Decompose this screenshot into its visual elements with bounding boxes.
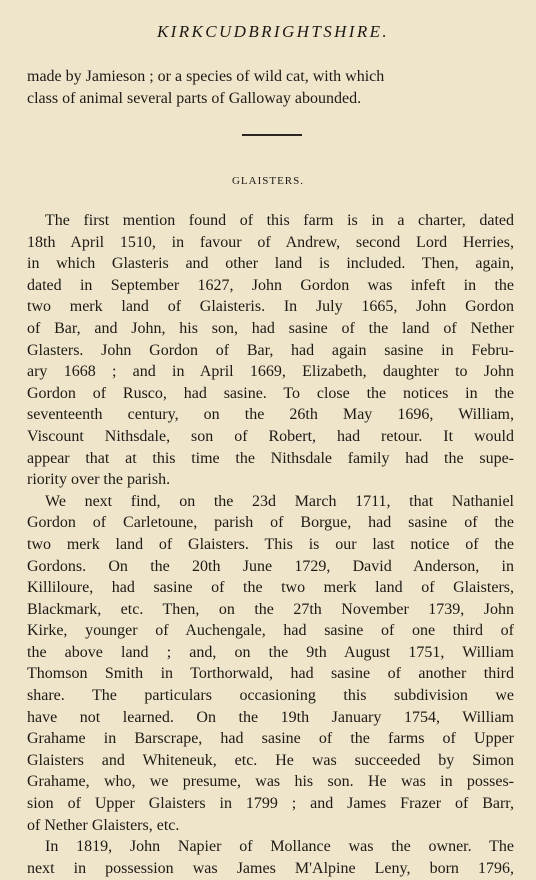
intro-line: class of animal several parts of Galloway abounded. (27, 90, 362, 107)
text-line: Gordon of Carletoune, parish of Borgue, had sasine of the (27, 514, 514, 532)
text-line: Killiloure, had sasine of the two merk land of Glaisters, (27, 579, 514, 597)
text-line: of Nether Glaisters, etc. (27, 816, 180, 834)
text-line: the above land ; and, on the 9th August 1751, William (27, 643, 514, 661)
text-line: two merk land of Glaisters. This is our last notice of the (27, 535, 514, 553)
text-line: in which Glasteris and other land is included. Then, again, (27, 255, 514, 273)
text-line: Glaisters and Whiteneuk, etc. He was succeeded by Simon (27, 751, 514, 769)
text-line: sion of Upper Glaisters in 1799 ; and James Frazer of Barr, (27, 795, 514, 813)
text-line: next in possession was James M'Alpine Leny, born 1796, (27, 859, 514, 877)
text-line: Grahame, who, we presume, was his son. He was in posses- (27, 773, 514, 791)
text-line: two merk land of Glaisteris. In July 1665, John Gordon (27, 298, 514, 316)
text-line: seventeenth century, on the 26th May 1696, William, (27, 406, 514, 424)
text-line: have not learned. On the 19th January 1754, William (27, 708, 514, 726)
text-line: Kirke, younger of Auchengale, had sasine of one third of (27, 622, 514, 640)
intro-line: made by Jamieson ; or a species of wild cat, with which (27, 68, 385, 85)
section-heading: GLAISTERS. (231, 175, 305, 187)
text-line: Viscount Nithsdale, son of Robert, had retour. It would (27, 427, 514, 445)
text-line: The first mention found of this farm is in a charter, dated (45, 212, 514, 229)
text-line: Thomson Smith in Torthorwald, had sasine of another third (27, 665, 514, 683)
text-line: of Bar, and John, his son, had sasine of the land of Nether (27, 319, 514, 337)
text-line: We next find, on the 23d March 1711, that Nathaniel (45, 492, 514, 510)
text-line: Grahame in Barscrape, had sasine of the farms of Upper (27, 730, 514, 748)
text-line: Blackmark, etc. Then, on the 27th November 1739, John (27, 600, 514, 618)
text-line: In 1819, John Napier of Mollance was the owner. The (45, 838, 514, 856)
text-line: appear that at this time the Nithsdale family had the supe- (27, 449, 514, 467)
body-text (27, 210, 514, 879)
text-line: ary 1668 ; and in April 1669, Elizabeth, daughter to John (27, 363, 514, 381)
text-line: Gordon of Rusco, had sasine. To close the notices in the (27, 384, 514, 402)
text-line: 18th April 1510, in favour of Andrew, second Lord Herries, (27, 233, 514, 251)
text-line: Glasters. John Gordon of Bar, had again sasine in Febru- (27, 341, 514, 359)
text-line: share. The particulars occasioning this subdivision we (27, 687, 514, 705)
text-line: Gordons. On the 20th June 1729, David Anderson, in (27, 557, 514, 575)
running-header: KIRKCUDBRIGHTSHIRE. (156, 22, 390, 41)
text-line: dated in September 1627, John Gordon was infeft in the (27, 276, 514, 294)
intro-paragraph (27, 66, 511, 110)
section-divider (242, 134, 302, 136)
text-line: riority over the parish. (27, 471, 171, 489)
